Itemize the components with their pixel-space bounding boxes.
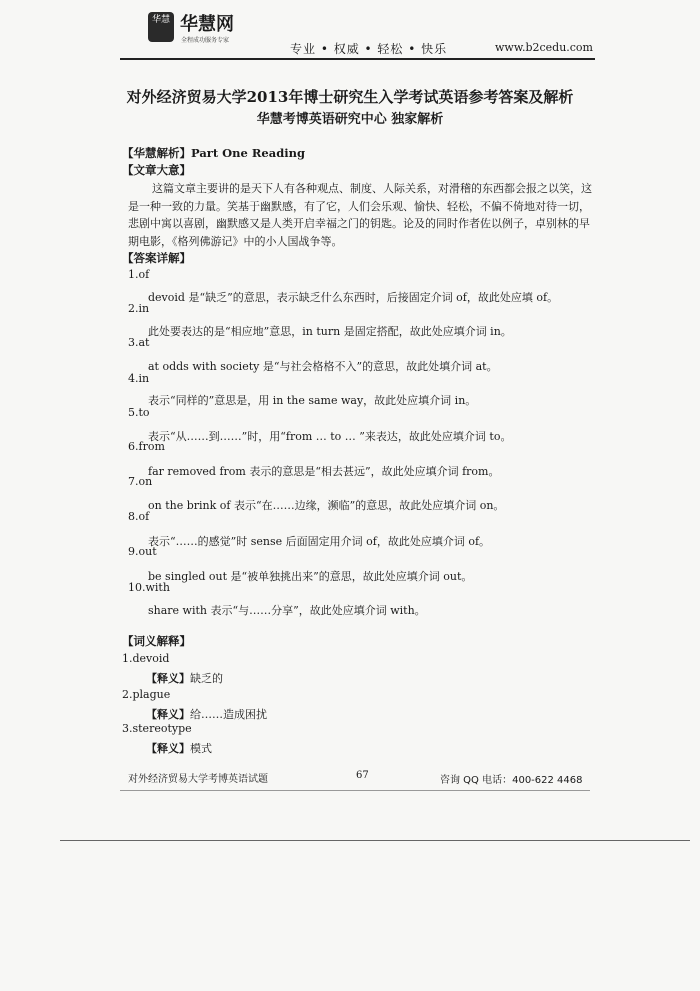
- footer-divider: [120, 790, 590, 791]
- footer-source: 对外经济贸易大学考博英语试题: [128, 774, 268, 785]
- answer-explanation: far removed from 表示的意思是“相去甚远”，故此处应填介词 from。: [148, 465, 500, 478]
- answer-number: 9.out: [128, 545, 157, 558]
- vocab-definition-text: 缺乏的: [190, 672, 223, 685]
- section-summary-heading: 【文章大意】: [122, 163, 191, 177]
- vocab-definition-text: 给……造成困扰: [190, 708, 267, 721]
- footer-contact: 咨询 QQ 电话：400-622 4468: [440, 775, 583, 786]
- header-slogan: 专业 • 权威 • 轻松 • 快乐: [290, 42, 448, 56]
- vocab-word: 1.devoid: [122, 652, 170, 665]
- answer-number: 1.of: [128, 268, 150, 281]
- section-analysis-heading: 【华慧解析】Part One Reading: [122, 146, 305, 160]
- logo-name: 华慧网: [180, 14, 234, 35]
- page-number: 67: [356, 770, 369, 781]
- answer-explanation: share with 表示“与……分享”，故此处应填介词 with。: [148, 604, 426, 617]
- answer-number: 6.from: [128, 440, 165, 453]
- page-bottom-line: [60, 840, 690, 841]
- answer-explanation: be singled out 是“被单独挑出来”的意思，故此处应填介词 out。: [148, 570, 473, 583]
- page-title: 对外经济贸易大学2013年博士研究生入学考试英语参考答案及解析: [126, 88, 574, 106]
- summary-paragraph: 这篇文章主要讲的是天下人有各种观点、制度、人际关系，对滑稽的东西都会报之以笑，这是一种一致的力量。笑基于幽默感，有了它，人们会乐观、愉快、轻松，不偏不倚地对待一切，悲剧中寓以喜剧，幽默感又是人类开启幸福之门的钥匙。论及的同时作者佐以例子，卓别林的早期电影，《格列佛游记》中的小人国战争等。: [128, 182, 592, 248]
- logo-tagline: 全程成功服务专家: [181, 37, 230, 44]
- answer-number: 2.in: [128, 302, 150, 315]
- answer-explanation: at odds with society 是“与社会格格不入”的意思，故此处填介词 at。: [148, 360, 498, 373]
- vocab-definition-text: 模式: [190, 742, 212, 755]
- vocab-definition: [146, 706, 267, 722]
- answer-explanation: 表示“同样的”意思是，用 in the same way，故此处应填介词 in。: [148, 394, 477, 407]
- header-divider: [120, 58, 595, 60]
- answer-number: 8.of: [128, 510, 150, 523]
- answer-number: 7.on: [128, 475, 153, 488]
- page-subtitle: 华慧考博英语研究中心 独家解析: [256, 112, 444, 127]
- answer-number: 3.at: [128, 336, 150, 349]
- answer-explanation: 此处要表达的是“相应地”意思，in turn 是固定搭配，故此处应填介词 in。: [148, 325, 512, 338]
- answer-explanation: on the brink of 表示“在……边缘，濒临”的意思，故此处应填介词 on。: [148, 499, 505, 512]
- vocab-definition: [146, 670, 223, 686]
- answer-explanation: 表示“从……到……”时，用“from … to … ”来表达，故此处应填介词 to。: [148, 430, 512, 443]
- vocab-label: 【释义】: [146, 742, 190, 755]
- vocab-definition: [146, 740, 212, 756]
- answer-explanation: 表示“……的感觉”时 sense 后面固定用介词 of，故此处应填介词 of。: [148, 535, 491, 548]
- vocab-label: 【释义】: [146, 708, 190, 721]
- site-url: www.b2cedu.com: [495, 41, 593, 54]
- answer-number: 5.to: [128, 406, 150, 419]
- vocab-label: 【释义】: [146, 672, 190, 685]
- section-vocab-heading: 【词义解释】: [122, 634, 191, 648]
- answer-number: 4.in: [128, 372, 150, 385]
- answer-number: 10.with: [128, 581, 170, 594]
- section-answers-heading: 【答案详解】: [122, 251, 191, 265]
- vocab-word: 3.stereotype: [122, 722, 192, 735]
- logo-mark: 华慧: [148, 12, 174, 42]
- answer-explanation: devoid 是“缺乏”的意思，表示缺乏什么东西时，后接固定介词 of，故此处应填 of。: [148, 291, 559, 304]
- vocab-word: 2.plague: [122, 688, 171, 701]
